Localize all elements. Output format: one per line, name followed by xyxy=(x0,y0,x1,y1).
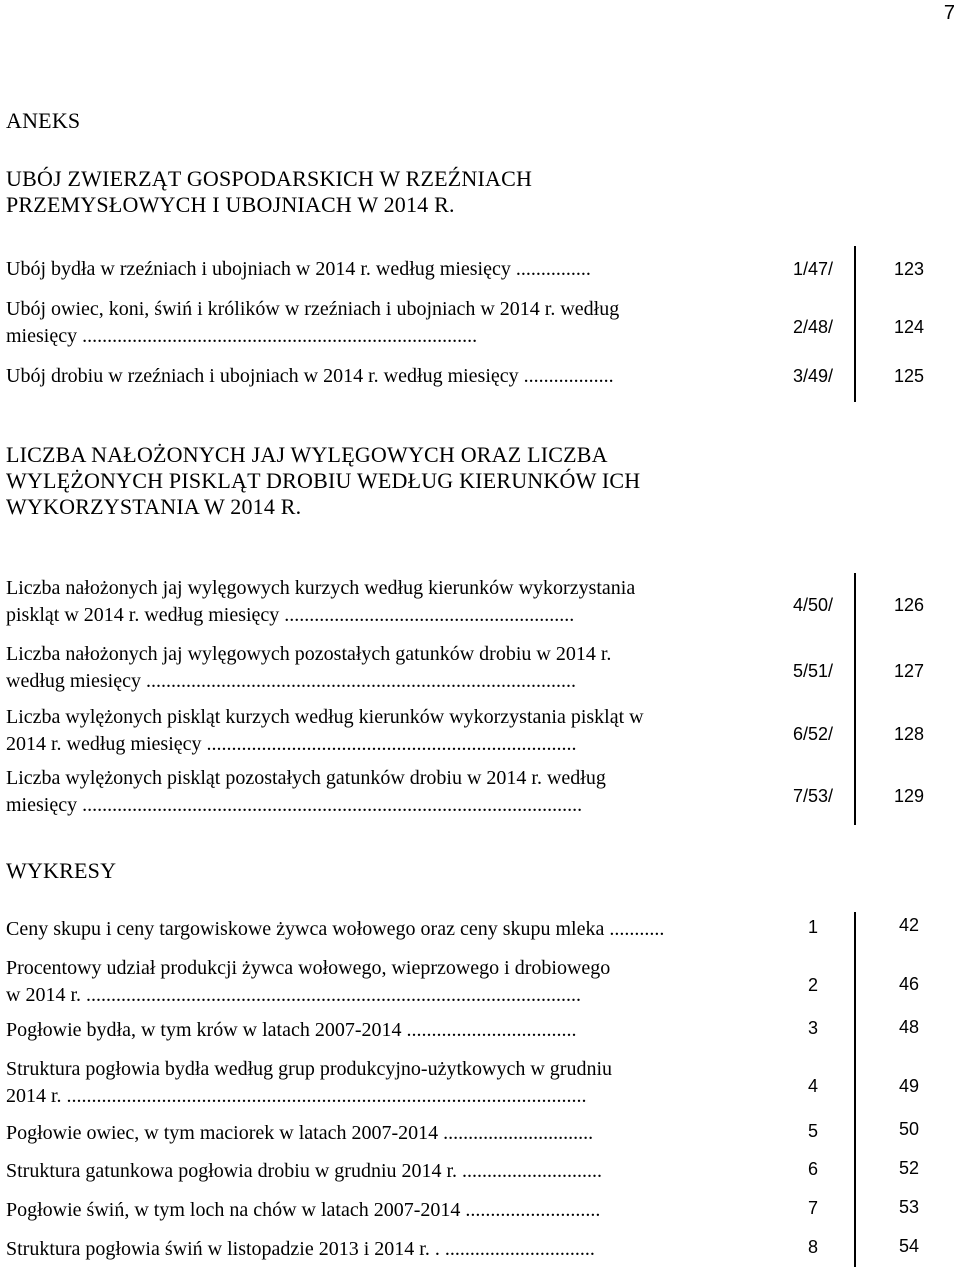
toc-entry-line: Ubój owiec, koni, świń i królików w rzeźniach i ubojniach w 2014 r. według xyxy=(6,298,620,320)
toc-entry[interactable] xyxy=(6,296,766,350)
toc-entry-line: Ubój bydła w rzeźniach i ubojniach w 2014 r. według miesięcy ............... xyxy=(6,258,591,280)
toc-entry-line: w 2014 r. ................................................................................................... xyxy=(6,984,581,1006)
toc-entry[interactable] xyxy=(6,1236,766,1263)
toc-entry-line: miesięcy ............................................................................... xyxy=(6,325,478,347)
toc-entry-line: 2014 r. według miesięcy .......................................................................... xyxy=(6,733,577,755)
figure-number: 5 xyxy=(807,1121,818,1141)
toc-entry-line: Procentowy udział produkcji żywca wołowego, wieprzowego i drobiowego xyxy=(6,957,611,979)
page-ref: 50 xyxy=(898,1119,920,1139)
toc-entry[interactable] xyxy=(6,256,766,283)
table-code: 7/53/ xyxy=(792,786,834,806)
page-ref: 127 xyxy=(893,661,925,681)
page-ref: 46 xyxy=(898,974,920,994)
toc-entry-line: według miesięcy ...................................................................................... xyxy=(6,670,576,692)
toc-entry[interactable] xyxy=(6,363,766,390)
toc-entry[interactable] xyxy=(6,1158,766,1185)
toc-entry-line: miesięcy .................................................................................................... xyxy=(6,794,583,816)
page-ref: 123 xyxy=(893,259,925,279)
figure-number: 4 xyxy=(807,1076,818,1096)
toc-entry-line: Pogłowie świń, w tym loch na chów w latach 2007-2014 ........................... xyxy=(6,1199,601,1221)
toc-entry[interactable] xyxy=(6,1120,766,1147)
section3-divider xyxy=(854,912,856,1267)
toc-entry-line: Struktura pogłowia świń w listopadzie 2013 i 2014 r. . .............................. xyxy=(6,1238,595,1260)
section3-heading: WYKRESY xyxy=(6,858,117,883)
table-code: 5/51/ xyxy=(792,661,834,681)
toc-entry-line: Liczba wylężonych piskląt kurzych według kierunków wykorzystania piskląt w xyxy=(6,706,644,728)
table-code: 1/47/ xyxy=(792,259,834,279)
toc-entry-line: Liczba nałożonych jaj wylęgowych pozostałych gatunków drobiu w 2014 r. xyxy=(6,643,612,665)
toc-entry[interactable] xyxy=(6,641,766,695)
page-ref: 52 xyxy=(898,1158,920,1178)
page-ref: 124 xyxy=(893,317,925,337)
page-ref: 53 xyxy=(898,1197,920,1217)
section1-divider xyxy=(854,246,856,402)
section2-heading-line1: LICZBA NAŁOŻONYCH JAJ WYLĘGOWYCH ORAZ LICZBA xyxy=(6,442,608,467)
page-ref: 48 xyxy=(898,1017,920,1037)
table-code: 2/48/ xyxy=(792,317,834,337)
annex-title: ANEKS xyxy=(6,108,81,133)
toc-entry-line: Struktura gatunkowa pogłowia drobiu w grudniu 2014 r. ............................ xyxy=(6,1160,603,1182)
page-ref: 128 xyxy=(893,724,925,744)
toc-entry-line: Ubój drobiu w rzeźniach i ubojniach w 2014 r. według miesięcy .................. xyxy=(6,365,614,387)
section1-heading-line1: UBÓJ ZWIERZĄT GOSPODARSKICH W RZEŹNIACH xyxy=(6,166,533,191)
section2-heading xyxy=(6,442,640,520)
section2-heading-line3: WYKORZYSTANIA W 2014 R. xyxy=(6,494,302,519)
table-code: 4/50/ xyxy=(792,595,834,615)
toc-entry-line: Liczba nałożonych jaj wylęgowych kurzych według kierunków wykorzystania xyxy=(6,577,636,599)
toc-entry[interactable] xyxy=(6,704,766,758)
page-ref: 126 xyxy=(893,595,925,615)
page-ref: 49 xyxy=(898,1076,920,1096)
section1-heading xyxy=(6,166,532,218)
toc-entry-line: Pogłowie owiec, w tym maciorek w latach 2007-2014 .............................. xyxy=(6,1122,594,1144)
toc-entry[interactable] xyxy=(6,916,766,943)
figure-number: 8 xyxy=(807,1237,818,1257)
section2-divider xyxy=(854,573,856,825)
table-code: 3/49/ xyxy=(792,366,834,386)
toc-entry[interactable] xyxy=(6,1197,766,1224)
figure-number: 3 xyxy=(807,1018,818,1038)
page-ref: 54 xyxy=(898,1236,920,1256)
page-ref: 42 xyxy=(898,915,920,935)
figure-number: 2 xyxy=(807,975,818,995)
section2-heading-line2: WYLĘŻONYCH PISKLĄT DROBIU WEDŁUG KIERUNKÓW ICH xyxy=(6,468,641,493)
figure-number: 1 xyxy=(807,917,818,937)
toc-entry[interactable] xyxy=(6,1056,766,1110)
toc-entry[interactable] xyxy=(6,575,766,629)
toc-entry-line: piskląt w 2014 r. według miesięcy .......................................................... xyxy=(6,604,575,626)
toc-entry-line: Struktura pogłowia bydła według grup produkcyjno-użytkowych w grudniu xyxy=(6,1058,613,1080)
figure-number: 6 xyxy=(807,1159,818,1179)
page-ref: 129 xyxy=(893,786,925,806)
figure-number: 7 xyxy=(807,1198,818,1218)
toc-entry-line: Ceny skupu i ceny targowiskowe żywca wołowego oraz ceny skupu mleka ........... xyxy=(6,918,665,940)
toc-entry-line: Liczba wylężonych piskląt pozostałych gatunków drobiu w 2014 r. według xyxy=(6,767,606,789)
toc-entry[interactable] xyxy=(6,765,766,819)
page-number: 7 xyxy=(943,2,955,24)
table-code: 6/52/ xyxy=(792,724,834,744)
section1-heading-line2: PRZEMYSŁOWYCH I UBOJNIACH W 2014 R. xyxy=(6,192,455,217)
toc-entry-line: Pogłowie bydła, w tym krów w latach 2007-2014 .................................. xyxy=(6,1019,577,1041)
toc-entry-line: 2014 r. ........................................................................................................ xyxy=(6,1085,587,1107)
toc-entry[interactable] xyxy=(6,1017,766,1044)
page-ref: 125 xyxy=(893,366,925,386)
toc-entry[interactable] xyxy=(6,955,766,1009)
